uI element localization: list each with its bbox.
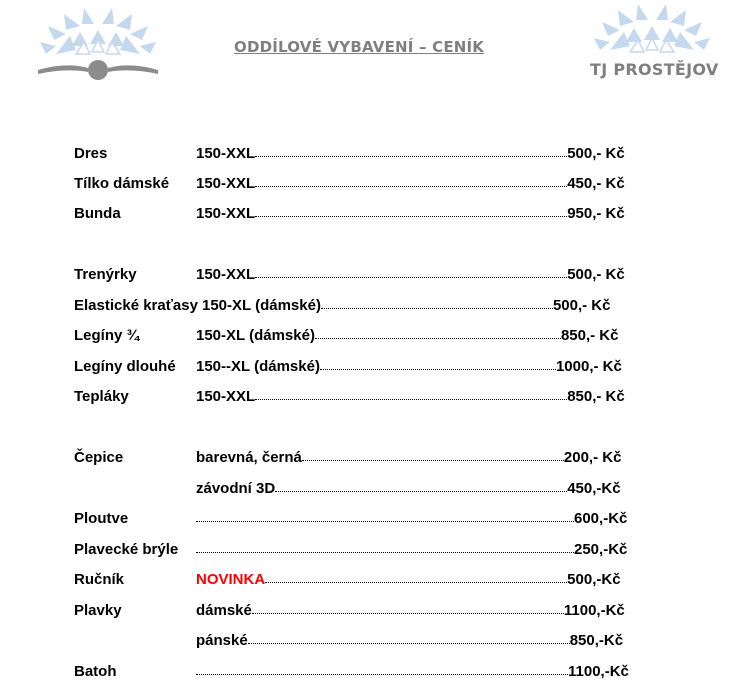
- item-price: 600,-Kč: [574, 510, 628, 527]
- item-name: Plavky: [74, 602, 122, 619]
- item-detail: [196, 174, 625, 194]
- item-name: Bunda: [74, 205, 121, 222]
- item-size: barevná, černá: [196, 449, 302, 466]
- item-price: 500,-Kč: [567, 571, 621, 588]
- item-size: 150-XXL: [196, 175, 256, 192]
- item-name: Plavecké brýle: [74, 541, 179, 558]
- item-price: 1000,- Kč: [555, 358, 622, 375]
- dot-leader: [302, 460, 564, 461]
- item-detail: [196, 570, 621, 590]
- item-detail: [196, 540, 627, 560]
- dot-leader: [255, 277, 567, 278]
- item-price: 500,- Kč: [552, 297, 611, 314]
- item-price: 850,- Kč: [567, 388, 625, 405]
- item-detail: [196, 631, 623, 651]
- item-price: 450,- Kč: [567, 175, 625, 192]
- item-name: Čepice: [74, 449, 124, 466]
- item-price: 850,- Kč: [560, 327, 619, 344]
- item-price: 450,-Kč: [567, 480, 621, 497]
- dot-leader: [321, 308, 553, 309]
- item-detail: [196, 144, 625, 164]
- item-price: 500,- Kč: [567, 266, 625, 283]
- item-name: Dres: [74, 145, 108, 162]
- dot-leader: [255, 156, 567, 157]
- item-price: 250,-Kč: [574, 541, 628, 558]
- dot-leader: [315, 338, 561, 339]
- item-size: 150-XXL: [196, 205, 256, 222]
- item-price: 1100,-Kč: [563, 602, 625, 619]
- dot-leader: [196, 674, 568, 675]
- item-size: 150-XL (dámské): [202, 297, 321, 314]
- item-price: 1100,-Kč: [568, 663, 629, 680]
- item-detail: [196, 204, 625, 224]
- item-size: 150-XXL: [196, 266, 256, 283]
- novinka-label: NOVINKA: [196, 571, 266, 588]
- item-name: Legíny dlouhé: [74, 358, 176, 375]
- item-detail: [196, 357, 622, 377]
- item-price: 950,- Kč: [567, 205, 625, 222]
- item-detail: [196, 601, 625, 621]
- item-name: Tílko dámské: [74, 175, 170, 192]
- item-detail: [196, 265, 625, 285]
- item-size: pánské: [196, 632, 248, 649]
- item-detail: [196, 662, 629, 682]
- item-detail: [196, 387, 625, 407]
- item-size: dámské: [196, 602, 252, 619]
- item-price: 850,-Kč: [569, 632, 624, 649]
- item-name: Batoh: [74, 663, 117, 680]
- item-detail: [196, 509, 627, 529]
- dot-leader: [320, 369, 556, 370]
- org-name: TJ PROSTĚJOV: [590, 60, 719, 79]
- item-name: Ploutve: [74, 510, 129, 527]
- item-size: 150-XXL: [196, 145, 256, 162]
- item-size: závodní 3D: [196, 480, 276, 497]
- dot-leader: [196, 521, 574, 522]
- dot-leader: [196, 552, 574, 553]
- item-price: 500,- Kč: [567, 145, 625, 162]
- page-title: ODDÍLOVÉ VYBAVENÍ – CENÍK: [234, 38, 485, 56]
- dot-leader: [255, 186, 567, 187]
- item-name: Legíny ¾: [74, 327, 140, 344]
- item-price: 200,- Kč: [563, 449, 622, 466]
- item-size: 150--XL (dámské): [196, 358, 320, 375]
- dot-leader: [255, 216, 567, 217]
- dot-leader: [248, 643, 570, 644]
- item-name: Tepláky: [74, 388, 129, 405]
- item-detail: [196, 448, 621, 468]
- item-size: 150-XL (dámské): [196, 327, 315, 344]
- item-detail: [196, 326, 619, 346]
- item-detail: [202, 296, 611, 316]
- item-name: Ručník: [74, 571, 125, 588]
- item-size: 150-XXL: [196, 388, 256, 405]
- item-detail: [196, 479, 621, 499]
- dot-leader: [252, 613, 564, 614]
- dot-leader: [255, 399, 567, 400]
- item-name: Trenýrky: [74, 266, 137, 283]
- dot-leader: [275, 491, 567, 492]
- item-name: Elastické kraťasy: [74, 297, 198, 314]
- dot-leader: [265, 582, 567, 583]
